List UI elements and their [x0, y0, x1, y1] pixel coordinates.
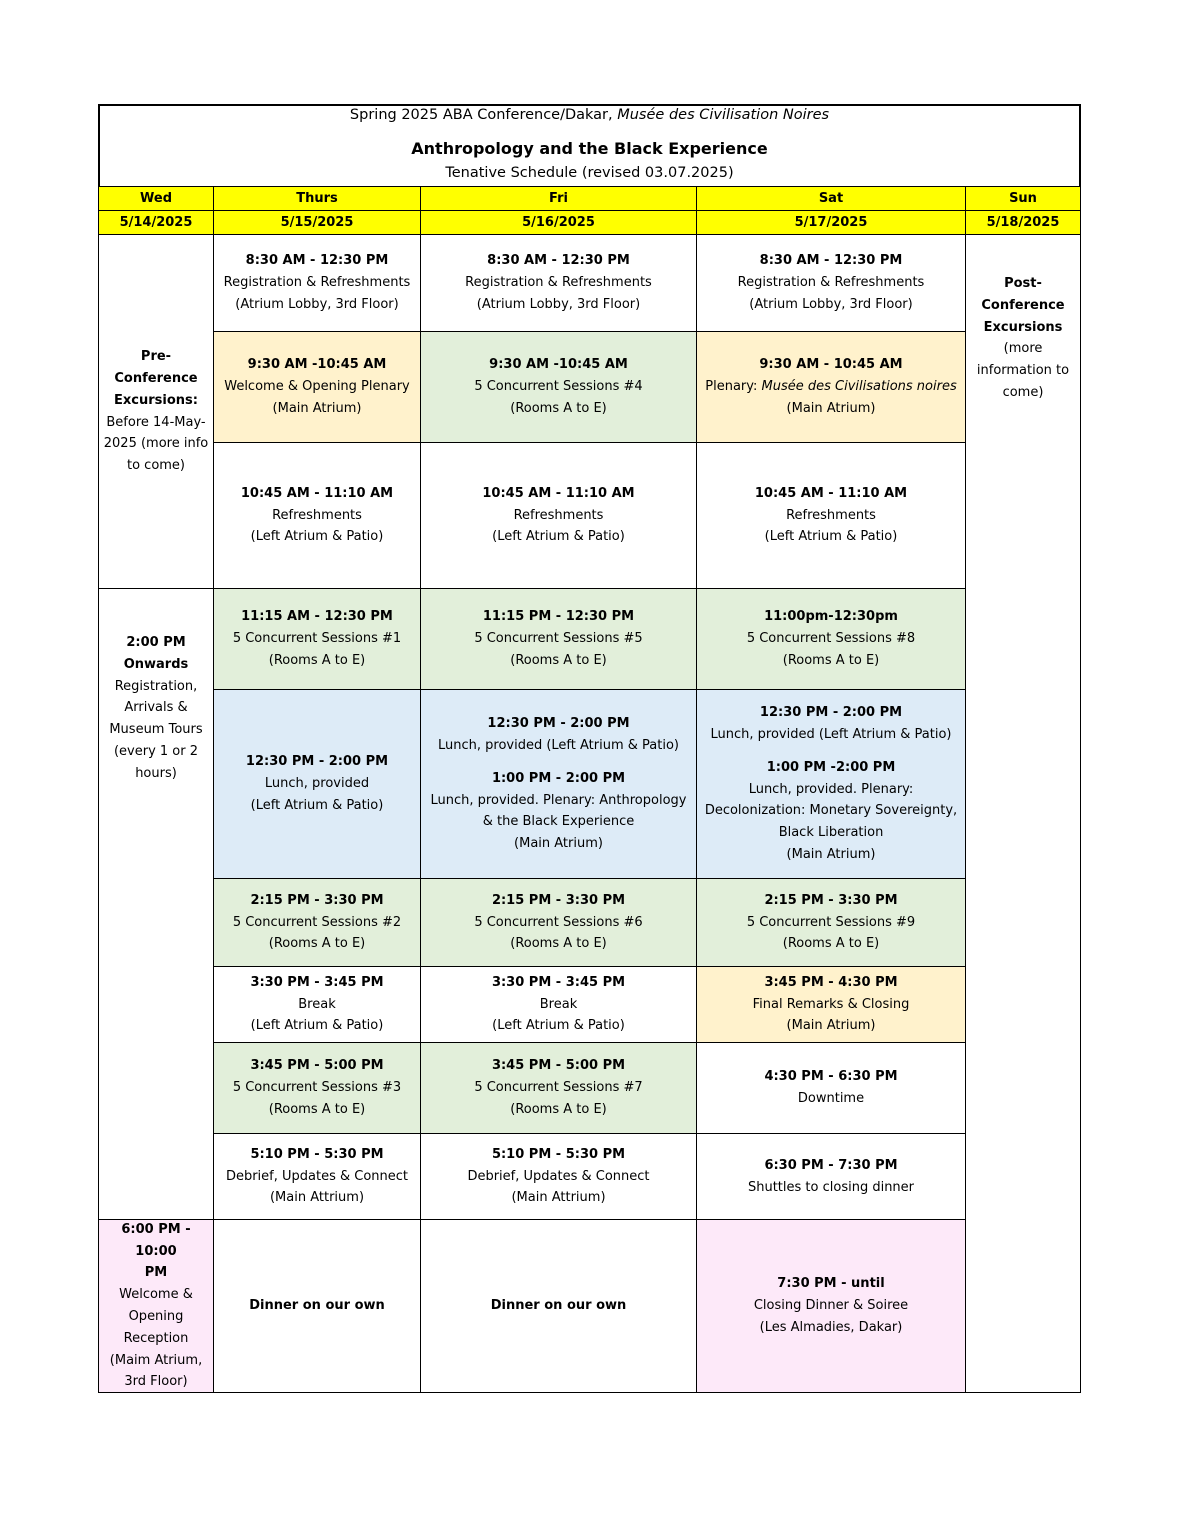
- sat-lunch-time2: 1:00 PM -2:00 PM: [766, 759, 896, 775]
- thu-dinner: [213, 1219, 421, 1393]
- wed-pre-title2: Excursions:: [114, 392, 198, 408]
- thu-reg-line2: (Atrium Lobby, 3rd Floor): [235, 296, 399, 312]
- thu-sessions-3: [213, 1042, 421, 1134]
- thu-s1-time: 11:15 AM - 12:30 PM: [241, 609, 393, 625]
- fri-sessions-4: [420, 331, 697, 443]
- fri-lunch-line4: (Main Atrium): [514, 836, 603, 852]
- conference-prefix: Spring 2025 ABA Conference/Dakar,: [349, 107, 613, 123]
- date-thu: 5/15/2025: [213, 210, 421, 235]
- sat-refresh-line2: (Left Atrium & Patio): [764, 529, 898, 545]
- sat-s8-line1: 5 Concurrent Sessions #8: [746, 631, 916, 647]
- wed-reception: [98, 1219, 214, 1393]
- thu-refresh-time: 10:45 AM - 11:10 AM: [240, 485, 394, 501]
- thu-lunch-line2: (Left Atrium & Patio): [250, 797, 384, 813]
- sat-plenary: [696, 331, 966, 443]
- wed-reception-line5: 3rd Floor): [124, 1374, 188, 1390]
- wed-reception-line2: Opening: [128, 1309, 184, 1324]
- fri-dinner: [420, 1219, 697, 1393]
- wed-arrivals: [98, 588, 214, 1220]
- fri-s7-time: 3:45 PM - 5:00 PM: [491, 1058, 626, 1074]
- sun-line3: come): [1002, 384, 1044, 400]
- sun-line2: information to: [976, 363, 1070, 379]
- fri-break-time: 3:30 PM - 3:45 PM: [491, 974, 626, 990]
- fri-refreshments: [420, 442, 697, 589]
- sat-shuttle: [696, 1133, 966, 1220]
- sat-lunch-line3: Decolonization: Monetary Sovereignty,: [704, 803, 958, 819]
- fri-lunch-line3: & the Black Experience: [482, 814, 635, 830]
- sat-downtime: [696, 1042, 966, 1134]
- thu-s1-line1: 5 Concurrent Sessions #1: [232, 631, 402, 647]
- fri-break-line2: (Left Atrium & Patio): [492, 1018, 625, 1034]
- fri-s5-line2: (Rooms A to E): [510, 652, 607, 668]
- thu-welcome-time: 9:30 AM -10:45 AM: [247, 357, 387, 373]
- thu-refresh-line1: Refreshments: [272, 507, 362, 523]
- wed-pre-line2: 2025 (more info: [103, 436, 209, 452]
- thu-s1-line2: (Rooms A to E): [268, 652, 366, 668]
- fri-reg-line1: Registration & Refreshments: [465, 275, 652, 291]
- day-header-sat: Sat: [696, 186, 966, 211]
- sat-refreshments: [696, 442, 966, 589]
- fri-registration: [420, 234, 697, 332]
- thu-break-line1: Break: [298, 996, 336, 1012]
- thu-debrief-line2: (Main Attrium): [269, 1190, 365, 1206]
- sat-shuttle-line1: Shuttles to closing dinner: [747, 1179, 915, 1195]
- wed-pre-line3: to come): [126, 458, 186, 474]
- sat-shuttle-time: 6:30 PM - 7:30 PM: [764, 1157, 898, 1173]
- fri-sessions-6: [420, 878, 697, 967]
- date-sun: 5/18/2025: [965, 210, 1081, 235]
- fri-lunch-line1: Lunch, provided (Left Atrium & Patio): [438, 737, 679, 753]
- sat-refresh-line1: Refreshments: [786, 507, 876, 523]
- thu-reg-time: 8:30 AM - 12:30 PM: [245, 253, 389, 269]
- thu-registration: [213, 234, 421, 332]
- date-wed: 5/14/2025: [98, 210, 214, 235]
- day-header-wed: Wed: [98, 186, 214, 211]
- thu-welcome-line1: Welcome & Opening Plenary: [224, 379, 410, 395]
- wed-reception-title1: 6:00 PM - 10:00: [121, 1221, 191, 1259]
- sat-closing-dinner: [696, 1219, 966, 1393]
- sat-dinner-line2: (Les Almadies, Dakar): [759, 1319, 903, 1335]
- fri-s7-line1: 5 Concurrent Sessions #7: [474, 1080, 643, 1096]
- fri-s4-time: 9:30 AM -10:45 AM: [489, 357, 628, 373]
- sat-s9-line2: (Rooms A to E): [782, 936, 880, 952]
- sat-plenary-title: Musée des Civilisations noires: [761, 379, 957, 395]
- sat-plenary-line2: (Main Atrium): [786, 400, 876, 416]
- day-header-sun: Sun: [965, 186, 1081, 211]
- fri-sessions-7: [420, 1042, 697, 1134]
- wed-reception-title2: PM: [144, 1265, 168, 1281]
- fri-lunch-time: 12:30 PM - 2:00 PM: [487, 716, 630, 732]
- sat-sessions-9: [696, 878, 966, 967]
- fri-refresh-time: 10:45 AM - 11:10 AM: [482, 485, 635, 501]
- wed-reception-line1: Welcome &: [119, 1287, 193, 1303]
- sat-s8-line2: (Rooms A to E): [782, 652, 880, 668]
- fri-break-line1: Break: [539, 996, 578, 1012]
- fri-s4-line2: (Rooms A to E): [510, 400, 607, 416]
- wed-arrivals-title1: 2:00 PM: [126, 635, 186, 650]
- sat-lunch-line2: Lunch, provided. Plenary:: [748, 781, 914, 797]
- sat-s8-time: 11:00pm-12:30pm: [764, 609, 898, 625]
- fri-reg-time: 8:30 AM - 12:30 PM: [487, 253, 630, 269]
- wed-reception-line4: (Maim Atrium,: [109, 1352, 203, 1368]
- sat-reg-line1: Registration & Refreshments: [737, 275, 925, 291]
- page-title: Anthropology and the Black Experience: [411, 139, 768, 158]
- fri-s7-line2: (Rooms A to E): [510, 1101, 607, 1117]
- wed-arrivals-line1: Registration,: [114, 678, 198, 694]
- sat-lunch-line5: (Main Atrium): [786, 846, 876, 862]
- sat-reg-time: 8:30 AM - 12:30 PM: [759, 253, 903, 269]
- sun-post-conference: [965, 234, 1081, 1393]
- sat-s9-time: 2:15 PM - 3:30 PM: [764, 892, 898, 908]
- thu-break: [213, 966, 421, 1043]
- wed-pre-title1: Pre-Conference: [114, 349, 198, 386]
- thu-s2-line1: 5 Concurrent Sessions #2: [232, 914, 402, 930]
- date-sat: 5/17/2025: [696, 210, 966, 235]
- sat-dinner-time: 7:30 PM - until: [777, 1276, 885, 1292]
- fri-s4-line1: 5 Concurrent Sessions #4: [474, 379, 643, 395]
- thu-refresh-line2: (Left Atrium & Patio): [250, 529, 384, 545]
- fri-debrief-line2: (Main Attrium): [511, 1190, 606, 1206]
- sat-closing-time: 3:45 PM - 4:30 PM: [764, 974, 898, 990]
- fri-debrief-line1: Debrief, Updates & Connect: [467, 1168, 650, 1184]
- thu-debrief-line1: Debrief, Updates & Connect: [225, 1168, 409, 1184]
- thu-debrief: [213, 1133, 421, 1220]
- sun-line1: (more: [1003, 341, 1043, 357]
- sat-s9-line1: 5 Concurrent Sessions #9: [746, 914, 916, 930]
- wed-reception-line3: Reception: [123, 1330, 189, 1346]
- sat-downtime-time: 4:30 PM - 6:30 PM: [764, 1069, 898, 1085]
- fri-debrief: [420, 1133, 697, 1220]
- fri-refresh-line1: Refreshments: [513, 507, 604, 523]
- date-fri: 5/16/2025: [420, 210, 697, 235]
- sat-plenary-prefix: Plenary:: [705, 379, 758, 395]
- sun-title1: Post-: [1004, 276, 1042, 291]
- fri-dinner-label: Dinner on our own: [490, 1298, 627, 1314]
- thu-s2-time: 2:15 PM - 3:30 PM: [250, 892, 384, 908]
- thu-s3-time: 3:45 PM - 5:00 PM: [250, 1058, 384, 1074]
- wed-pre-line1: Before 14-May-: [106, 414, 206, 430]
- thu-lunch-line1: Lunch, provided: [264, 776, 370, 792]
- wed-arrivals-line5: hours): [135, 765, 177, 781]
- thu-break-line2: (Left Atrium & Patio): [250, 1018, 384, 1034]
- thu-break-time: 3:30 PM - 3:45 PM: [250, 974, 384, 990]
- fri-refresh-line2: (Left Atrium & Patio): [492, 529, 625, 545]
- sat-closing-line2: (Main Atrium): [786, 1018, 876, 1034]
- wed-pre-conference: [98, 234, 214, 589]
- thu-debrief-time: 5:10 PM - 5:30 PM: [250, 1146, 384, 1162]
- sat-refresh-time: 10:45 AM - 11:10 AM: [754, 485, 908, 501]
- thu-lunch-time: 12:30 PM - 2:00 PM: [245, 754, 389, 770]
- day-header-fri: Fri: [420, 186, 697, 211]
- thu-refreshments: [213, 442, 421, 589]
- wed-arrivals-line2: Arrivals &: [124, 700, 188, 716]
- day-header-thu: Thurs: [213, 186, 421, 211]
- fri-s5-time: 11:15 PM - 12:30 PM: [482, 609, 635, 625]
- wed-arrivals-line4: (every 1 or 2: [113, 743, 199, 759]
- sat-downtime-line1: Downtime: [797, 1091, 865, 1106]
- page-subtitle: Tenative Schedule (revised 03.07.2025): [445, 165, 734, 181]
- fri-lunch: [420, 689, 697, 879]
- fri-sessions-5: [420, 588, 697, 690]
- fri-reg-line2: (Atrium Lobby, 3rd Floor): [476, 296, 641, 312]
- sun-title2: Conference: [981, 297, 1065, 313]
- thu-welcome-plenary: [213, 331, 421, 443]
- sat-dinner-line1: Closing Dinner & Soiree: [753, 1298, 909, 1314]
- fri-break: [420, 966, 697, 1043]
- thu-s3-line1: 5 Concurrent Sessions #3: [232, 1080, 402, 1096]
- sat-registration: [696, 234, 966, 332]
- sat-lunch: [696, 689, 966, 879]
- fri-debrief-time: 5:10 PM - 5:30 PM: [491, 1146, 626, 1162]
- thu-s2-line2: (Rooms A to E): [268, 936, 366, 952]
- wed-arrivals-line3: Museum Tours: [109, 722, 203, 738]
- sat-reg-line2: (Atrium Lobby, 3rd Floor): [749, 296, 913, 312]
- sat-plenary-line1: [705, 376, 956, 398]
- thu-sessions-1: [213, 588, 421, 690]
- conference-venue: Musée des Civilisation Noires: [617, 107, 830, 123]
- fri-s6-line1: 5 Concurrent Sessions #6: [474, 914, 643, 930]
- wed-arrivals-title2: Onwards: [123, 656, 189, 672]
- fri-s5-line1: 5 Concurrent Sessions #5: [474, 631, 643, 647]
- sat-closing: [696, 966, 966, 1043]
- thu-reg-line1: Registration & Refreshments: [223, 275, 411, 291]
- conference-line: [98, 107, 1081, 123]
- sun-title3: Excursions: [983, 319, 1063, 335]
- sat-lunch-line1: Lunch, provided (Left Atrium & Patio): [710, 727, 952, 742]
- thu-welcome-line2: (Main Atrium): [272, 400, 362, 416]
- sat-lunch-time: 12:30 PM - 2:00 PM: [759, 705, 903, 721]
- fri-lunch-line2: Lunch, provided. Plenary: Anthropology: [430, 792, 687, 808]
- fri-s6-time: 2:15 PM - 3:30 PM: [491, 892, 626, 908]
- thu-dinner-label: Dinner on our own: [249, 1298, 385, 1314]
- thu-sessions-2: [213, 878, 421, 967]
- thu-s3-line2: (Rooms A to E): [268, 1101, 366, 1117]
- sat-sessions-8: [696, 588, 966, 690]
- sat-plenary-time: 9:30 AM - 10:45 AM: [759, 357, 903, 373]
- fri-lunch-time2: 1:00 PM - 2:00 PM: [491, 770, 626, 786]
- sat-lunch-line4: Black Liberation: [778, 825, 884, 841]
- fri-s6-line2: (Rooms A to E): [510, 936, 607, 952]
- sat-closing-line1: Final Remarks & Closing: [752, 996, 910, 1012]
- thu-lunch: [213, 689, 421, 879]
